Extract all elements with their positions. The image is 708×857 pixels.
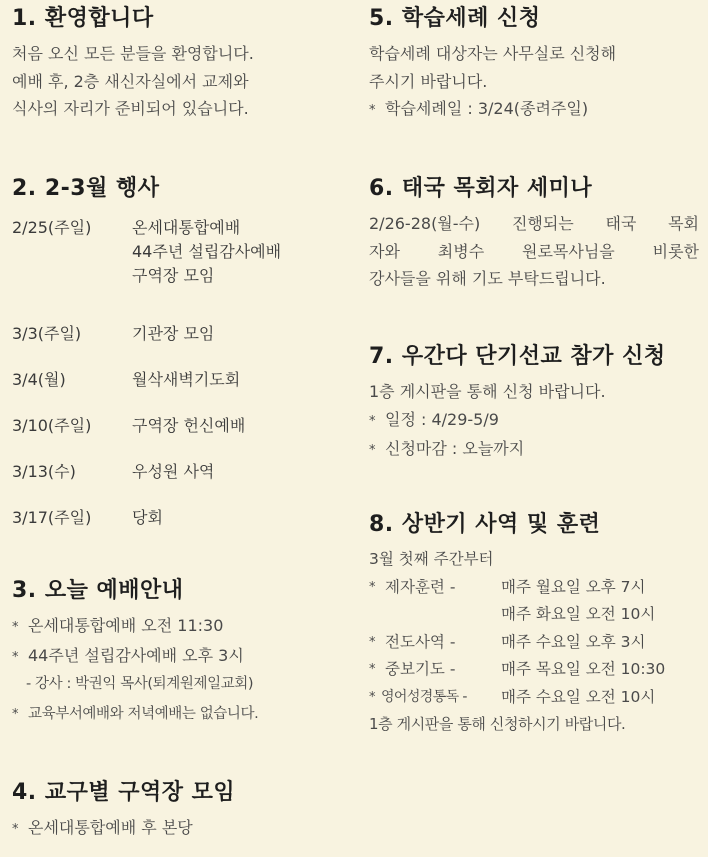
bullet-item	[369, 435, 699, 465]
event-item: 44주년 설립감사예배	[132, 242, 282, 261]
text-line: 자와 최병수 원로목사님을 비롯한	[369, 241, 699, 261]
bullet-item	[12, 814, 357, 844]
bullet-mark: *	[369, 579, 376, 595]
bullet-item	[12, 642, 357, 672]
section-body	[12, 612, 357, 728]
text-line: 주시기 바랍니다.	[369, 71, 488, 91]
text-line: 예배 후, 2층 새신자실에서 교제와	[12, 71, 249, 91]
bullet-mark: *	[12, 649, 19, 665]
bullet-mark: *	[12, 822, 19, 837]
schedule-label: 영어성경통독 -	[381, 688, 467, 705]
bullet-mark: *	[12, 706, 19, 722]
event-item: 기관장 모임	[132, 324, 215, 343]
section-title: 7. 우간다 단기선교 참가 신청	[369, 344, 666, 369]
section-welcome	[12, 4, 357, 123]
section-training	[369, 510, 699, 739]
bullet-text: 학습세례일 : 3/24(종려주일)	[385, 99, 589, 118]
bullet-text: 44주년 설립감사예배 오후 3시	[28, 645, 244, 665]
section-body	[369, 546, 699, 739]
text-line: 3월 첫째 주간부터	[369, 550, 494, 568]
event-list	[12, 216, 357, 546]
text-line: 처음 오신 모든 분들을 환영합니다.	[12, 44, 254, 63]
event-item: 온세대통합예배	[132, 218, 241, 237]
bullet-item	[12, 699, 357, 729]
bullet-mark: *	[369, 413, 376, 429]
event-row	[12, 414, 357, 460]
section-worship-guide	[12, 576, 357, 728]
event-date: 3/17(주일)	[12, 508, 92, 527]
event-date: 3/3(주일)	[12, 324, 82, 343]
event-date: 3/10(주일)	[12, 416, 92, 435]
event-item: 구역장 헌신예배	[132, 416, 246, 435]
text-line: 강사들을 위해 기도 부탁드립니다.	[369, 269, 606, 288]
bullet-mark: *	[369, 103, 376, 118]
schedule-value: 매주 수요일 오후 3시	[501, 632, 646, 651]
schedule-row	[369, 629, 699, 657]
section-body	[369, 378, 699, 465]
schedule-value: 매주 수요일 오전 10시	[501, 687, 656, 706]
bullet-subtext: - 강사 : 박권익 목사(퇴계원제일교회)	[26, 676, 254, 692]
event-row	[12, 368, 357, 414]
bullet-mark: *	[369, 662, 376, 677]
schedule-row	[369, 574, 699, 602]
text-line: 학습세례 대상자는 사무실로 신청해	[369, 44, 617, 63]
bullet-text: 온세대통합예배 후 본당	[28, 818, 193, 837]
bullet-text: 교육부서예배와 저녁예배는 없습니다.	[28, 705, 259, 722]
schedule-row	[369, 601, 699, 629]
event-item: 월삭새벽기도회	[132, 370, 241, 389]
event-date: 2/25(주일)	[12, 218, 92, 237]
section-title: 4. 교구별 구역장 모임	[12, 780, 236, 805]
schedule-label: 중보기도 -	[385, 660, 456, 678]
section-title: 2. 2-3월 행사	[12, 176, 160, 201]
event-row	[12, 216, 357, 322]
bullet-text: 일정 : 4/29-5/9	[385, 409, 499, 429]
bullet-mark: *	[369, 689, 376, 705]
section-body	[12, 40, 357, 123]
section-title: 1. 환영합니다	[12, 6, 154, 31]
section-seminar	[369, 174, 699, 293]
bullet-mark: *	[12, 620, 19, 635]
section-baptism	[369, 4, 699, 125]
schedule-label: 제자훈련 -	[385, 577, 456, 596]
bullet-mark: *	[369, 443, 376, 458]
section-title: 8. 상반기 사역 및 훈련	[369, 512, 601, 537]
section-title: 5. 학습세례 신청	[369, 6, 541, 31]
schedule-label: 전도사역 -	[385, 632, 456, 651]
event-row	[12, 322, 357, 368]
event-date: 3/4(월)	[12, 370, 66, 389]
section-body	[369, 40, 699, 125]
section-mission-trip	[369, 342, 699, 465]
event-item: 당회	[132, 508, 163, 527]
text-line: 2/26-28(월-수) 진행되는 태국 목회	[369, 214, 699, 233]
event-row	[12, 460, 357, 506]
event-item: 우성원 사역	[132, 462, 215, 481]
section-events	[12, 174, 357, 546]
bullet-item	[369, 406, 699, 436]
schedule-value: 매주 화요일 오전 10시	[501, 605, 656, 623]
event-date: 3/13(수)	[12, 462, 76, 481]
section-title: 3. 오늘 예배안내	[12, 578, 184, 603]
bullet-mark: *	[369, 634, 376, 650]
schedule-value: 매주 목요일 오전 10:30	[501, 660, 666, 678]
section-body	[369, 210, 699, 293]
event-row	[12, 506, 357, 546]
bullet-item	[12, 612, 357, 642]
schedule-label	[385, 601, 501, 629]
event-item: 구역장 모임	[132, 266, 215, 285]
schedule-row	[369, 684, 699, 712]
bullet-text: 신청마감 : 오늘까지	[385, 439, 525, 458]
section-body	[12, 814, 357, 844]
bullet-text: 온세대통합예배 오전 11:30	[28, 616, 224, 635]
text-line: 1층 게시판을 통해 신청하시기 바랍니다.	[369, 715, 626, 733]
schedule-value: 매주 월요일 오후 7시	[501, 577, 646, 596]
section-district-meeting	[12, 778, 357, 844]
text-line: 1층 게시판을 통해 신청 바랍니다.	[369, 382, 606, 401]
schedule-row	[369, 656, 699, 684]
text-line: 식사의 자리가 준비되어 있습니다.	[12, 99, 249, 118]
section-title: 6. 태국 목회자 세미나	[369, 176, 593, 201]
bullet-item	[369, 95, 699, 125]
